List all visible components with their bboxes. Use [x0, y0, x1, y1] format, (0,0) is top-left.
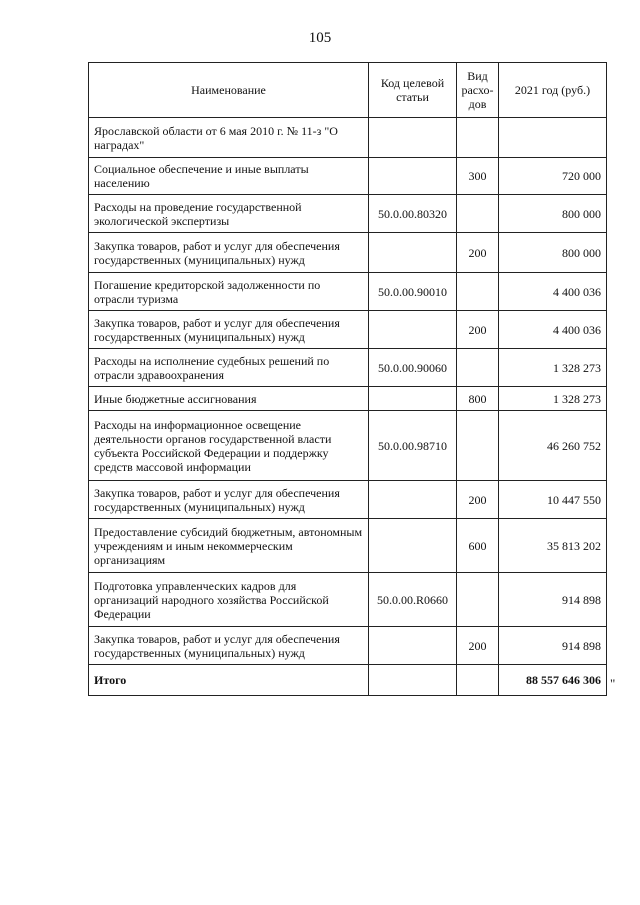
row-expense-type: 800: [457, 387, 499, 411]
row-expense-type: [457, 349, 499, 387]
table-row: [89, 387, 607, 411]
row-name: Расходы на информационное освещение деятельности органов государственной власти субъекта Российской Федерации и поддержку средств массовой информации: [89, 411, 369, 481]
row-amount: 914 898: [499, 573, 607, 627]
header-amount: 2021 год (руб.): [499, 63, 607, 118]
row-code: [369, 118, 457, 158]
row-amount: 1 328 273: [499, 387, 607, 411]
closing-quote: ": [610, 676, 616, 691]
row-name: Погашение кредиторской задолженности по отрасли туризма: [89, 273, 369, 311]
table-row: [89, 195, 607, 233]
total-row: [89, 665, 607, 696]
row-name: Ярославской области от 6 мая 2010 г. № 11-з "О наградах": [89, 118, 369, 158]
row-amount: 4 400 036: [499, 273, 607, 311]
row-code: [369, 481, 457, 519]
row-expense-type: [457, 573, 499, 627]
row-expense-type: [457, 273, 499, 311]
table-row: [89, 411, 607, 481]
row-amount: 914 898: [499, 627, 607, 665]
row-name: Расходы на исполнение судебных решений по отрасли здравоохранения: [89, 349, 369, 387]
row-expense-type: 200: [457, 627, 499, 665]
row-expense-type: 300: [457, 158, 499, 195]
table-row: [89, 627, 607, 665]
row-code: [369, 311, 457, 349]
row-name: Закупка товаров, работ и услуг для обеспечения государственных (муниципальных) нужд: [89, 627, 369, 665]
row-expense-type: 600: [457, 519, 499, 573]
row-amount: 4 400 036: [499, 311, 607, 349]
table-row: [89, 233, 607, 273]
row-amount: 46 260 752: [499, 411, 607, 481]
total-label: Итого: [89, 665, 369, 696]
row-code: [369, 627, 457, 665]
row-code: [369, 387, 457, 411]
row-amount: 720 000: [499, 158, 607, 195]
row-code: 50.0.00.90010: [369, 273, 457, 311]
row-name: Предоставление субсидий бюджетным, автономным учреждениям и иным некоммерческим организациям: [89, 519, 369, 573]
row-amount: 10 447 550: [499, 481, 607, 519]
row-amount: 800 000: [499, 195, 607, 233]
row-code: 50.0.00.90060: [369, 349, 457, 387]
page-number: 105: [308, 30, 332, 46]
row-amount: 35 813 202: [499, 519, 607, 573]
table-row: [89, 273, 607, 311]
row-amount: 800 000: [499, 233, 607, 273]
row-amount: [499, 118, 607, 158]
row-expense-type: 200: [457, 481, 499, 519]
row-amount: 1 328 273: [499, 349, 607, 387]
row-code: [369, 158, 457, 195]
table-row: [89, 573, 607, 627]
row-name: Иные бюджетные ассигнования: [89, 387, 369, 411]
table-row: [89, 349, 607, 387]
budget-table: [88, 62, 607, 696]
row-code: 50.0.00.80320: [369, 195, 457, 233]
total-amount: 88 557 646 306: [499, 665, 607, 696]
table-row: [89, 481, 607, 519]
row-name: Подготовка управленческих кадров для организаций народного хозяйства Российской Федерации: [89, 573, 369, 627]
row-expense-type: 200: [457, 233, 499, 273]
table-row: [89, 519, 607, 573]
row-code: [369, 519, 457, 573]
row-expense-type: 200: [457, 311, 499, 349]
row-name: Закупка товаров, работ и услуг для обеспечения государственных (муниципальных) нужд: [89, 481, 369, 519]
header-code: Код целевой статьи: [369, 63, 457, 118]
row-expense-type: [457, 195, 499, 233]
row-name: Социальное обеспечение и иные выплаты населению: [89, 158, 369, 195]
header-type: Вид расхо-дов: [457, 63, 499, 118]
row-code: 50.0.00.R0660: [369, 573, 457, 627]
header-name: Наименование: [89, 63, 369, 118]
row-code: 50.0.00.98710: [369, 411, 457, 481]
row-expense-type: [457, 411, 499, 481]
total-type-cell: [457, 665, 499, 696]
total-code-cell: [369, 665, 457, 696]
table-row: [89, 118, 607, 158]
table-row: [89, 158, 607, 195]
row-name: Расходы на проведение государственной экологической экспертизы: [89, 195, 369, 233]
table-header-row: [89, 63, 607, 118]
table-row: [89, 311, 607, 349]
row-code: [369, 233, 457, 273]
row-name: Закупка товаров, работ и услуг для обеспечения государственных (муниципальных) нужд: [89, 311, 369, 349]
row-name: Закупка товаров, работ и услуг для обеспечения государственных (муниципальных) нужд: [89, 233, 369, 273]
row-expense-type: [457, 118, 499, 158]
